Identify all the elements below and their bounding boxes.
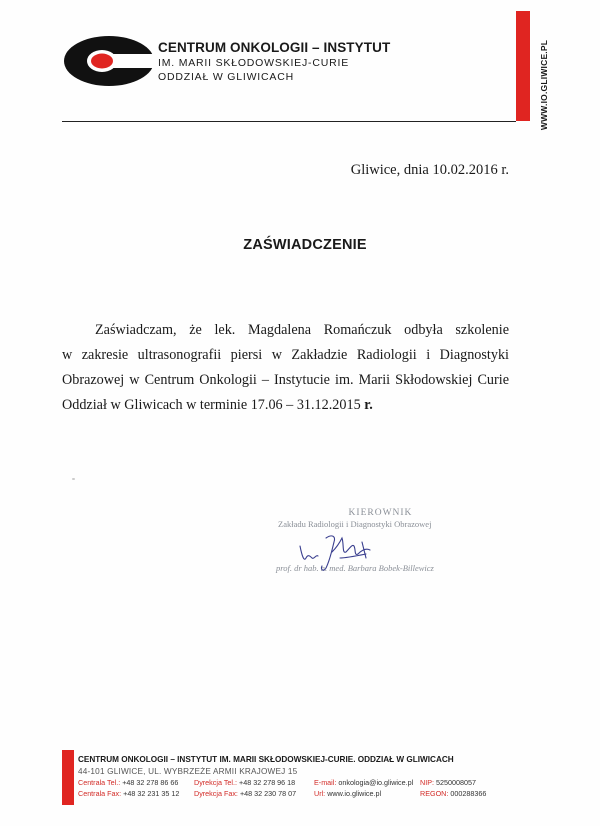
footer-row-2 [78, 789, 487, 800]
body-line-1: Zaświadczam, że lek. Magdalena Romańczuk odbyła szkolenie [95, 322, 509, 338]
letter-title-text: ZAŚWIADCZENIE [243, 237, 367, 253]
stamp-line-2: Zakładu Radiologii i Diagnostyki Obrazowej [278, 519, 432, 529]
org-name-line1: CENTRUM ONKOLOGII – INSTYTUT [158, 40, 391, 55]
body-line-4-text: Oddział w Gliwicach w terminie 17.06 – 31.12.2015 [62, 397, 361, 413]
footer-label: Dyrekcja Fax: [194, 789, 238, 798]
footer-red-bar [62, 750, 74, 805]
letter-title [0, 237, 600, 253]
footer [62, 750, 557, 806]
footer-text [78, 754, 487, 800]
letter-date: Gliwice, dnia 10.02.2016 r. [350, 162, 509, 178]
website-text: WWW.IO.GLIWICE.PL [539, 39, 549, 131]
body-line-2: w zakresie ultrasonografii piersi w Zakładzie Radiologii i Diagnostyki [62, 347, 509, 363]
footer-label: Dyrekcja Tel.: [194, 778, 238, 787]
stamp-line-3: prof. dr hab. n. med. Barbara Bobek-Billewicz [276, 563, 434, 573]
org-name-line3: ODDZIAŁ W GLIWICACH [158, 71, 294, 83]
footer-address: 44-101 GLIWICE, UL. WYBRZEŻE ARMII KRAJOWEJ 15 [78, 767, 298, 776]
footer-value: +48 32 231 35 12 [123, 789, 180, 798]
website-vertical [537, 40, 551, 130]
letter-body [62, 318, 509, 418]
stamp-line-1: KIEROWNIK [348, 508, 413, 518]
footer-label: Centrala Tel.: [78, 778, 121, 787]
footer-value: +48 32 230 78 07 [239, 789, 297, 798]
footer-label: E-mail: [314, 778, 337, 787]
footer-label: Url: [314, 789, 326, 798]
scan-speck [72, 478, 75, 480]
institute-logo-icon [64, 36, 154, 86]
footer-value: +48 32 278 86 66 [122, 778, 179, 787]
body-line-4 [62, 393, 509, 418]
header-organization [158, 40, 390, 84]
body-line-4-bold: r. [364, 397, 373, 413]
footer-label: REGON: [420, 789, 449, 798]
handwritten-signature-icon [296, 528, 386, 576]
footer-value: 000288366 [450, 789, 487, 798]
org-name-line2: IM. MARII SKŁODOWSKIEJ-CURIE [158, 57, 349, 69]
footer-value: 5250008057 [435, 778, 476, 787]
footer-label: Centrala Fax: [78, 789, 122, 798]
footer-url: www.io.gliwice.pl [327, 789, 382, 798]
header-divider [62, 121, 516, 122]
footer-title: CENTRUM ONKOLOGII – INSTYTUT IM. MARII SKŁODOWSKIEJ-CURIE. ODDZIAŁ W GLIWICACH [78, 755, 454, 764]
footer-email: onkologia@io.gliwice.pl [338, 778, 414, 787]
footer-value: +48 32 278 96 18 [239, 778, 296, 787]
footer-label: NIP: [420, 778, 434, 787]
header-red-bar [516, 11, 530, 121]
footer-row-1 [78, 778, 476, 789]
body-line-3: Obrazowej w Centrum Onkologii – Instytucie im. Marii Skłodowskiej Curie [62, 372, 509, 388]
